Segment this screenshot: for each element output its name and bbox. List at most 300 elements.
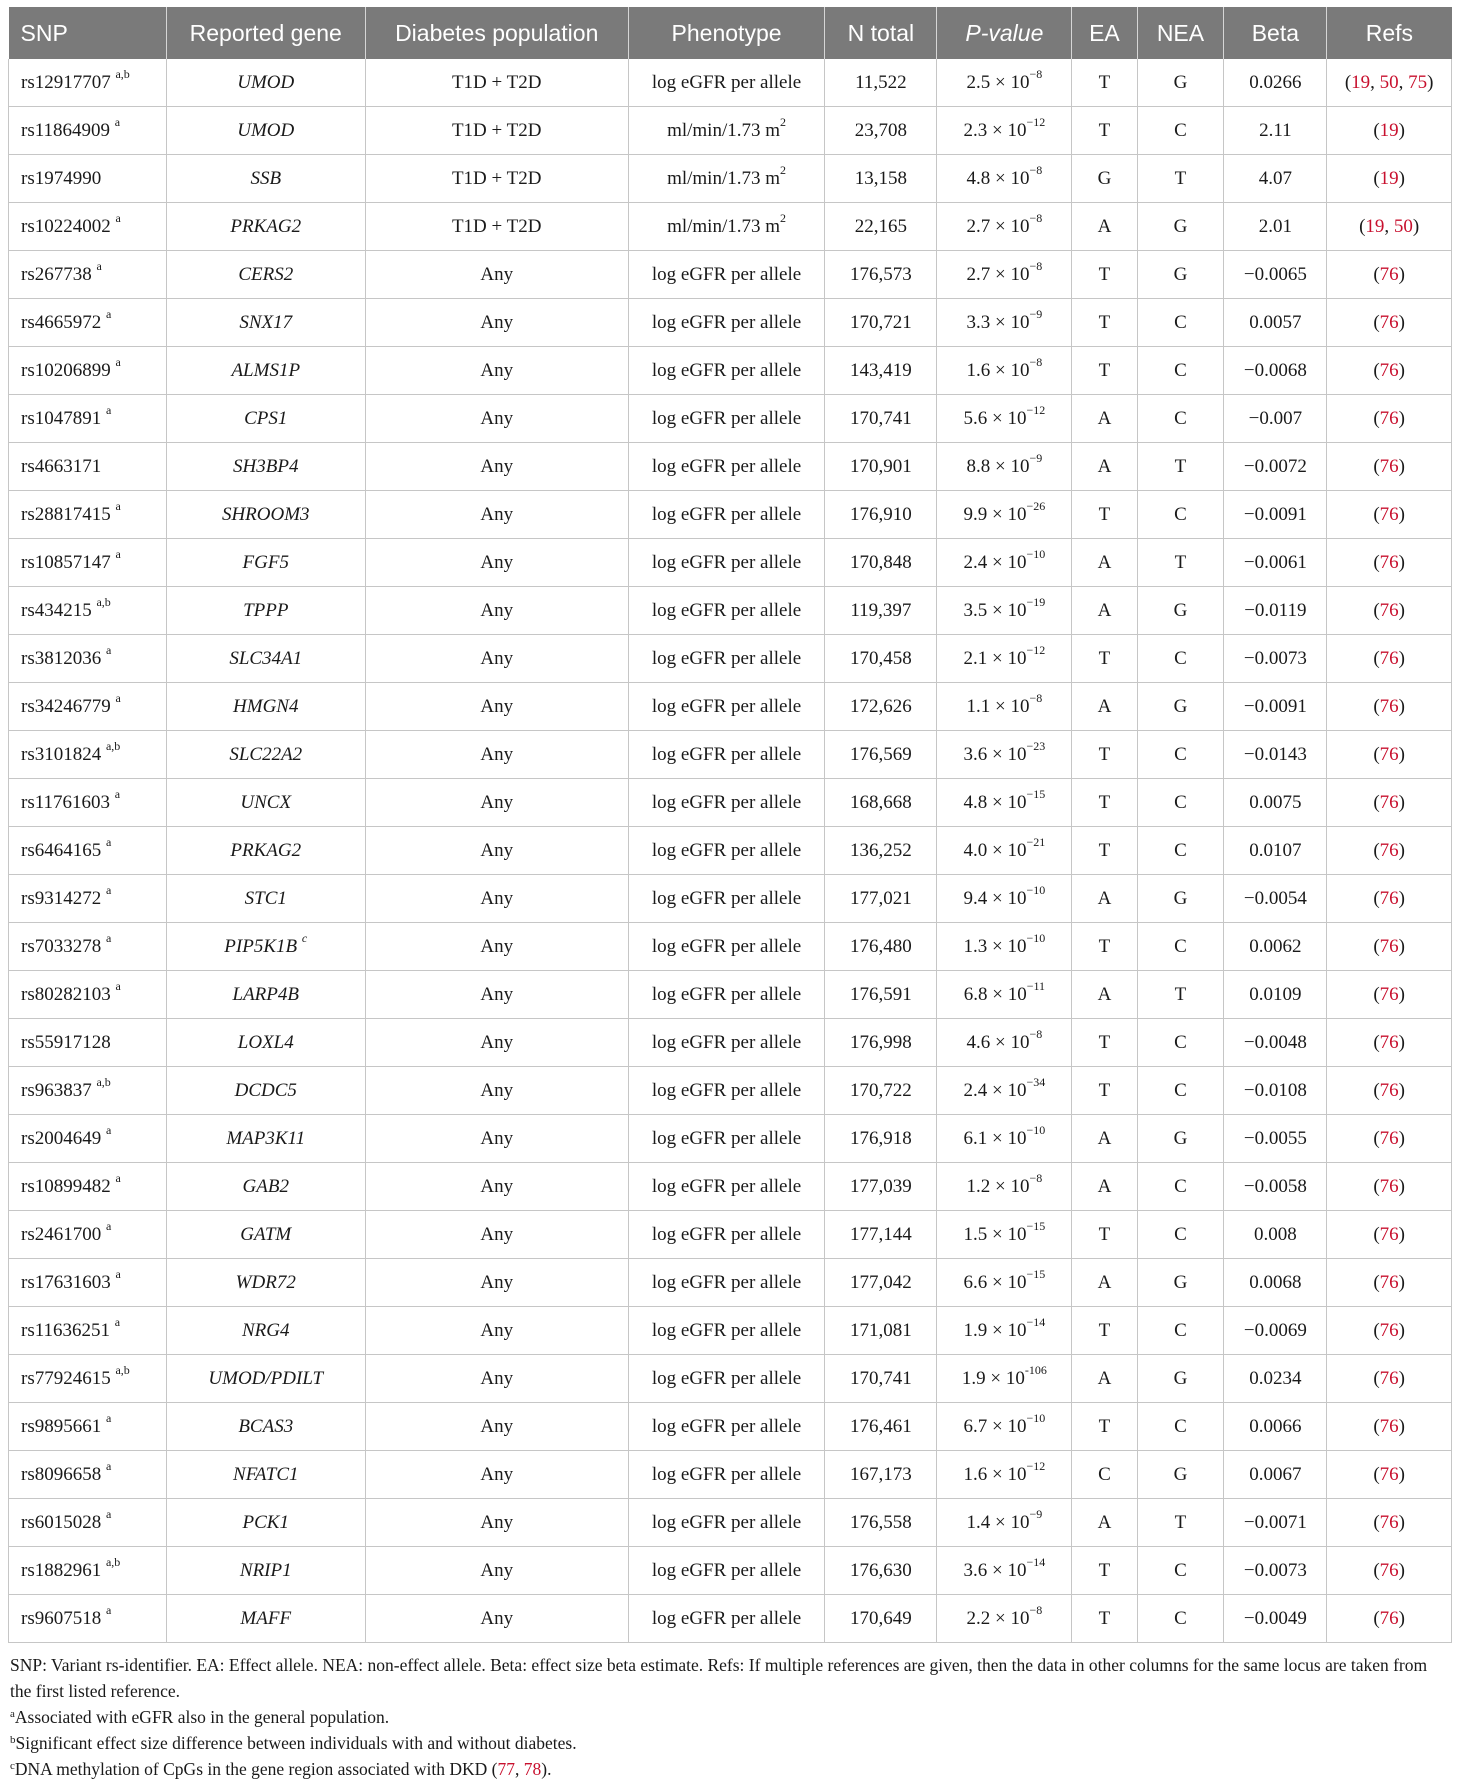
phenotype-text: ml/min/1.73 m (667, 167, 781, 189)
cell-refs: (76) (1327, 1307, 1452, 1355)
footnote-c-text-end: ). (541, 1759, 552, 1779)
gene-name: ALMS1P (231, 359, 301, 381)
p-value-exponent: −34 (1026, 1074, 1046, 1089)
cell-snp (9, 779, 167, 827)
cell-p-value: $3.3 \times 10^{-9}$ (937, 299, 1072, 347)
reference-link[interactable]: 76 (1379, 1415, 1399, 1437)
table-row (9, 875, 1452, 923)
cell-ea: T (1072, 1211, 1137, 1259)
cell-diabetes-population: Any (365, 731, 628, 779)
cell-refs: (76) (1327, 1163, 1452, 1211)
cell-n-total: 11,522 (825, 59, 937, 107)
p-value-mantissa: 2.7 (966, 215, 991, 237)
header-p-value (937, 7, 1072, 59)
cell-nea: C (1137, 923, 1224, 971)
phenotype-text: log eGFR per allele (651, 359, 802, 381)
cell-nea: C (1137, 1211, 1224, 1259)
p-value-mantissa: 1.3 (963, 935, 988, 957)
cell-phenotype (628, 731, 825, 779)
gene-name: HMGN4 (233, 695, 299, 717)
table-row (9, 1211, 1452, 1259)
cell-nea: T (1137, 443, 1224, 491)
cell-snp (9, 1019, 167, 1067)
cell-ea: T (1072, 731, 1137, 779)
phenotype-text: log eGFR per allele (651, 1367, 802, 1389)
gene-name: UMOD (237, 71, 295, 93)
cell-p-value: $4.0 \times 10^{-21}$ (937, 827, 1072, 875)
p-value-exponent: −8 (1029, 690, 1043, 705)
gene-name: BCAS3 (238, 1415, 294, 1437)
cell-reported-gene (166, 1499, 365, 1547)
gene-footnote-marker: c (301, 930, 308, 945)
cell-snp (9, 827, 167, 875)
cell-snp (9, 251, 167, 299)
cell-beta: −0.0058 (1224, 1163, 1327, 1211)
cell-refs: (76) (1327, 971, 1452, 1019)
unit-exponent: 2 (780, 210, 787, 225)
cell-beta: 2.01 (1224, 203, 1327, 251)
snp-id: rs11761603 (21, 791, 111, 813)
snp-id: rs1047891 (21, 407, 102, 429)
footnote-c-mark: c (10, 1760, 15, 1772)
p-value-exponent: −8 (1029, 1602, 1043, 1617)
table-row (9, 203, 1452, 251)
phenotype-text: log eGFR per allele (651, 1223, 802, 1245)
cell-ea: A (1072, 395, 1137, 443)
cell-phenotype (628, 251, 825, 299)
table-row (9, 395, 1452, 443)
gene-name: FGF5 (242, 551, 289, 573)
snp-footnote-marker: a (105, 1218, 112, 1233)
snp-footnote-marker: a (96, 258, 102, 273)
cell-refs: (76) (1327, 779, 1452, 827)
cell-phenotype (628, 347, 825, 395)
gene-name: SNX17 (239, 311, 293, 333)
cell-diabetes-population: Any (365, 635, 628, 683)
table-header-row (9, 7, 1452, 59)
footnote-c-ref-link[interactable]: 78 (523, 1759, 542, 1779)
cell-phenotype (628, 107, 825, 155)
reference-link[interactable]: 76 (1379, 647, 1399, 669)
cell-refs: (76) (1327, 299, 1452, 347)
reference-link[interactable]: 76 (1379, 887, 1399, 909)
reference-link[interactable]: 76 (1379, 791, 1399, 813)
table-row (9, 347, 1452, 395)
cell-snp (9, 1115, 167, 1163)
cell-diabetes-population: T1D + T2D (365, 59, 628, 107)
phenotype-text: log eGFR per allele (651, 695, 802, 717)
cell-phenotype (628, 1259, 825, 1307)
phenotype-text: log eGFR per allele (651, 311, 802, 333)
cell-p-value: $1.9 \times 10^{-106}$ (937, 1355, 1072, 1403)
snp-id: rs963837 (21, 1079, 92, 1101)
cell-n-total: 176,630 (825, 1547, 937, 1595)
footnote-b (10, 1730, 1452, 1756)
p-value-mantissa: 4.8 (966, 167, 991, 189)
cell-n-total: 176,480 (825, 923, 937, 971)
reference-link[interactable]: 76 (1379, 695, 1399, 717)
cell-ea: A (1072, 539, 1137, 587)
reference-link[interactable]: 76 (1379, 983, 1399, 1005)
table-footnotes (8, 1652, 1452, 1782)
cell-phenotype (628, 1403, 825, 1451)
reference-link[interactable]: 76 (1379, 1559, 1399, 1581)
cell-refs: (76) (1327, 587, 1452, 635)
cell-phenotype (628, 923, 825, 971)
table-row (9, 1547, 1452, 1595)
cell-nea: T (1137, 971, 1224, 1019)
gene-name: SLC34A1 (229, 647, 303, 669)
header-reported-gene: Reported gene (166, 7, 365, 59)
cell-snp (9, 1355, 167, 1403)
reference-link[interactable]: 19 (1379, 119, 1399, 141)
cell-snp (9, 1067, 167, 1115)
table-row (9, 107, 1452, 155)
gene-name: MAFF (240, 1607, 292, 1629)
p-value-exponent: −15 (1026, 786, 1046, 801)
cell-refs: (19) (1327, 155, 1452, 203)
cell-snp (9, 1259, 167, 1307)
cell-nea: C (1137, 1547, 1224, 1595)
cell-phenotype (628, 59, 825, 107)
cell-beta: −0.0048 (1224, 1019, 1327, 1067)
cell-phenotype (628, 1547, 825, 1595)
cell-snp (9, 491, 167, 539)
cell-refs: (76) (1327, 1547, 1452, 1595)
snp-id: rs6015028 (21, 1511, 102, 1533)
cell-refs: (76) (1327, 923, 1452, 971)
table-row (9, 1595, 1452, 1643)
cell-nea: C (1137, 299, 1224, 347)
cell-beta: 0.0107 (1224, 827, 1327, 875)
cell-refs: (76) (1327, 251, 1452, 299)
p-value-exponent: −15 (1026, 1266, 1046, 1281)
snp-footnote-marker: a (105, 1122, 112, 1137)
cell-nea: T (1137, 539, 1224, 587)
cell-diabetes-population: Any (365, 1499, 628, 1547)
snp-table (8, 7, 1452, 1643)
cell-nea: C (1137, 1403, 1224, 1451)
cell-beta: 0.008 (1224, 1211, 1327, 1259)
p-value-mantissa: 6.1 (963, 1127, 988, 1149)
reference-link[interactable]: 76 (1379, 1127, 1399, 1149)
cell-refs: (76) (1327, 1019, 1452, 1067)
snp-footnote-marker: a (115, 210, 121, 225)
cell-refs: (76) (1327, 1115, 1452, 1163)
cell-refs: (76) (1327, 491, 1452, 539)
cell-p-value: $6.8 \times 10^{-11}$ (937, 971, 1072, 1019)
cell-diabetes-population: Any (365, 971, 628, 1019)
table-row (9, 1163, 1452, 1211)
cell-snp (9, 731, 167, 779)
cell-ea: T (1072, 107, 1137, 155)
p-value-mantissa: 2.7 (966, 263, 991, 285)
cell-nea: C (1137, 107, 1224, 155)
gene-name: TPPP (243, 599, 289, 621)
footnote-a-mark: a (10, 1708, 15, 1720)
p-value-exponent: −8 (1029, 258, 1043, 273)
cell-beta: −0.0054 (1224, 875, 1327, 923)
p-value-mantissa: 6.7 (963, 1415, 988, 1437)
cell-ea: A (1072, 875, 1137, 923)
cell-snp (9, 1403, 167, 1451)
cell-p-value: $3.5 \times 10^{-19}$ (937, 587, 1072, 635)
cell-diabetes-population: T1D + T2D (365, 203, 628, 251)
cell-phenotype (628, 1499, 825, 1547)
p-value-mantissa: 1.9 (961, 1367, 986, 1389)
snp-footnote-marker: a (105, 642, 112, 657)
cell-diabetes-population: Any (365, 299, 628, 347)
phenotype-text: log eGFR per allele (651, 1415, 802, 1437)
reference-link[interactable]: 76 (1379, 1607, 1399, 1629)
cell-n-total: 176,573 (825, 251, 937, 299)
cell-n-total: 136,252 (825, 827, 937, 875)
cell-reported-gene (166, 491, 365, 539)
phenotype-text: log eGFR per allele (651, 1175, 802, 1197)
gene-name: PRKAG2 (230, 839, 302, 861)
snp-id: rs1882961 (21, 1559, 102, 1581)
snp-id: rs267738 (21, 263, 92, 285)
cell-n-total: 170,741 (825, 395, 937, 443)
reference-link[interactable]: 76 (1379, 1511, 1399, 1533)
cell-refs: (19, 50) (1327, 203, 1452, 251)
p-value-mantissa: 3.5 (963, 599, 988, 621)
reference-link[interactable]: 76 (1379, 359, 1399, 381)
cell-n-total: 170,722 (825, 1067, 937, 1115)
cell-p-value: $2.3 \times 10^{-12}$ (937, 107, 1072, 155)
cell-reported-gene (166, 347, 365, 395)
cell-ea: T (1072, 491, 1137, 539)
gene-name: GATM (240, 1223, 292, 1245)
cell-phenotype (628, 779, 825, 827)
p-value-mantissa: 1.1 (966, 695, 991, 717)
p-value-exponent: −10 (1026, 1410, 1046, 1425)
cell-p-value: $4.6 \times 10^{-8}$ (937, 1019, 1072, 1067)
p-value-exponent: −10 (1026, 930, 1046, 945)
cell-beta: 0.0062 (1224, 923, 1327, 971)
table-row (9, 635, 1452, 683)
snp-id: rs7033278 (21, 935, 102, 957)
p-value-exponent: −11 (1026, 978, 1046, 993)
reference-link[interactable]: 76 (1379, 839, 1399, 861)
header-refs: Refs (1327, 7, 1452, 59)
snp-id: rs6464165 (21, 839, 102, 861)
reference-link[interactable]: 76 (1379, 1079, 1399, 1101)
cell-refs: (76) (1327, 1067, 1452, 1115)
gene-name: MAP3K11 (226, 1127, 306, 1149)
cell-nea: G (1137, 251, 1224, 299)
cell-phenotype (628, 539, 825, 587)
table-row (9, 59, 1452, 107)
snp-id: rs434215 (21, 599, 92, 621)
reference-link[interactable]: 76 (1379, 1463, 1399, 1485)
cell-diabetes-population: Any (365, 1067, 628, 1115)
phenotype-text: log eGFR per allele (651, 71, 802, 93)
p-value-exponent: −10 (1026, 882, 1046, 897)
cell-beta: −0.0068 (1224, 347, 1327, 395)
cell-n-total: 170,721 (825, 299, 937, 347)
p-value-exponent: −10 (1026, 546, 1046, 561)
p-value-exponent: −10 (1026, 1122, 1046, 1137)
reference-link[interactable]: 76 (1379, 1031, 1399, 1053)
phenotype-text: ml/min/1.73 m (667, 119, 781, 141)
p-value-mantissa: 4.0 (963, 839, 988, 861)
snp-id: rs34246779 (21, 695, 111, 717)
snp-footnote-marker: a (105, 882, 112, 897)
p-value-exponent: −8 (1029, 66, 1043, 81)
cell-ea: T (1072, 1403, 1137, 1451)
gene-name: NRIP1 (239, 1559, 292, 1581)
snp-footnote-marker: a (115, 498, 121, 513)
cell-beta: 0.0067 (1224, 1451, 1327, 1499)
cell-phenotype (628, 203, 825, 251)
cell-reported-gene (166, 539, 365, 587)
cell-n-total: 143,419 (825, 347, 937, 395)
gene-name: NFATC1 (233, 1463, 299, 1485)
cell-nea: T (1137, 1499, 1224, 1547)
cell-reported-gene (166, 971, 365, 1019)
reference-link[interactable]: 76 (1379, 551, 1399, 573)
cell-diabetes-population: T1D + T2D (365, 155, 628, 203)
phenotype-text: log eGFR per allele (651, 743, 802, 765)
snp-footnote-marker: a,b (96, 1074, 111, 1089)
gene-name: NRG4 (242, 1319, 290, 1341)
reference-link[interactable]: 76 (1379, 599, 1399, 621)
p-value-mantissa: 1.6 (966, 359, 991, 381)
table-row (9, 1019, 1452, 1067)
cell-p-value: $1.3 \times 10^{-10}$ (937, 923, 1072, 971)
phenotype-text: log eGFR per allele (651, 839, 802, 861)
cell-reported-gene (166, 1307, 365, 1355)
cell-reported-gene (166, 1403, 365, 1451)
reference-link[interactable]: 76 (1379, 263, 1399, 285)
cell-refs: (76) (1327, 1595, 1452, 1643)
cell-diabetes-population: Any (365, 1307, 628, 1355)
cell-diabetes-population: Any (365, 539, 628, 587)
reference-link[interactable]: 76 (1379, 503, 1399, 525)
cell-diabetes-population: Any (365, 779, 628, 827)
cell-reported-gene (166, 683, 365, 731)
phenotype-text: log eGFR per allele (651, 1319, 802, 1341)
cell-phenotype (628, 395, 825, 443)
cell-n-total: 177,144 (825, 1211, 937, 1259)
cell-nea: G (1137, 203, 1224, 251)
cell-p-value: $8.8 \times 10^{-9}$ (937, 443, 1072, 491)
reference-link[interactable]: 76 (1379, 935, 1399, 957)
snp-id: rs17631603 (21, 1271, 111, 1293)
footnote-a (10, 1704, 1452, 1730)
phenotype-text: log eGFR per allele (651, 1079, 802, 1101)
table-row (9, 779, 1452, 827)
reference-link[interactable]: 76 (1379, 1175, 1399, 1197)
reference-link[interactable]: 75 (1408, 71, 1428, 93)
p-value-exponent: −19 (1026, 594, 1046, 609)
cell-diabetes-population: Any (365, 587, 628, 635)
p-value-exponent: −12 (1026, 402, 1046, 417)
document (8, 7, 1452, 1782)
cell-reported-gene (166, 779, 365, 827)
cell-nea: G (1137, 1451, 1224, 1499)
cell-beta: 0.0075 (1224, 779, 1327, 827)
snp-id: rs9607518 (21, 1607, 102, 1629)
table-row (9, 443, 1452, 491)
p-value-mantissa: 4.6 (966, 1031, 991, 1053)
cell-diabetes-population: Any (365, 347, 628, 395)
p-value-exponent: -106 (1024, 1362, 1047, 1377)
cell-refs: (76) (1327, 539, 1452, 587)
snp-id: rs3812036 (21, 647, 102, 669)
cell-diabetes-population: Any (365, 1595, 628, 1643)
cell-diabetes-population: Any (365, 1115, 628, 1163)
reference-link[interactable]: 50 (1393, 215, 1413, 237)
reference-link[interactable]: 50 (1379, 71, 1399, 93)
cell-beta: 0.0234 (1224, 1355, 1327, 1403)
cell-nea: C (1137, 395, 1224, 443)
cell-p-value: $6.6 \times 10^{-15}$ (937, 1259, 1072, 1307)
cell-phenotype (628, 443, 825, 491)
reference-link[interactable]: 76 (1379, 743, 1399, 765)
footnote-c-separator: , (515, 1759, 524, 1779)
cell-refs: (76) (1327, 1403, 1452, 1451)
phenotype-text: log eGFR per allele (651, 263, 802, 285)
cell-p-value: $1.1 \times 10^{-8}$ (937, 683, 1072, 731)
cell-phenotype (628, 1115, 825, 1163)
gene-name: GAB2 (242, 1175, 289, 1197)
snp-footnote-marker: a (105, 930, 112, 945)
snp-id: rs4665972 (21, 311, 102, 333)
cell-refs: (76) (1327, 635, 1452, 683)
p-value-exponent: −14 (1026, 1554, 1046, 1569)
footnote-c-ref-link[interactable]: 77 (497, 1759, 516, 1779)
phenotype-text: log eGFR per allele (651, 983, 802, 1005)
table-row (9, 827, 1452, 875)
p-value-mantissa: 3.3 (966, 311, 991, 333)
table-row (9, 1067, 1452, 1115)
cell-nea: C (1137, 491, 1224, 539)
reference-link[interactable]: 19 (1351, 71, 1371, 93)
cell-phenotype (628, 299, 825, 347)
snp-footnote-marker: a (115, 690, 121, 705)
snp-id: rs77924615 (21, 1367, 111, 1389)
cell-ea: T (1072, 923, 1137, 971)
reference-link[interactable]: 76 (1379, 1319, 1399, 1341)
table-row (9, 1259, 1452, 1307)
snp-footnote-marker: a (115, 978, 121, 993)
cell-nea: G (1137, 1355, 1224, 1403)
phenotype-text: log eGFR per allele (651, 1271, 802, 1293)
p-value-mantissa: 9.9 (963, 503, 988, 525)
reference-link[interactable]: 76 (1379, 1223, 1399, 1245)
p-value-exponent: −8 (1029, 210, 1043, 225)
cell-diabetes-population: Any (365, 1259, 628, 1307)
reference-link[interactable]: 76 (1379, 407, 1399, 429)
p-value-mantissa: 1.9 (963, 1319, 988, 1341)
reference-link[interactable]: 76 (1379, 455, 1399, 477)
cell-reported-gene (166, 1259, 365, 1307)
phenotype-text: ml/min/1.73 m (667, 215, 781, 237)
reference-link[interactable]: 19 (1379, 167, 1399, 189)
table-row (9, 1451, 1452, 1499)
table-row (9, 251, 1452, 299)
cell-reported-gene (166, 875, 365, 923)
reference-link[interactable]: 76 (1379, 311, 1399, 333)
cell-refs: (76) (1327, 683, 1452, 731)
phenotype-text: log eGFR per allele (651, 935, 802, 957)
reference-link[interactable]: 76 (1379, 1367, 1399, 1389)
reference-link[interactable]: 19 (1365, 215, 1385, 237)
reference-link[interactable]: 76 (1379, 1271, 1399, 1293)
cell-phenotype (628, 971, 825, 1019)
